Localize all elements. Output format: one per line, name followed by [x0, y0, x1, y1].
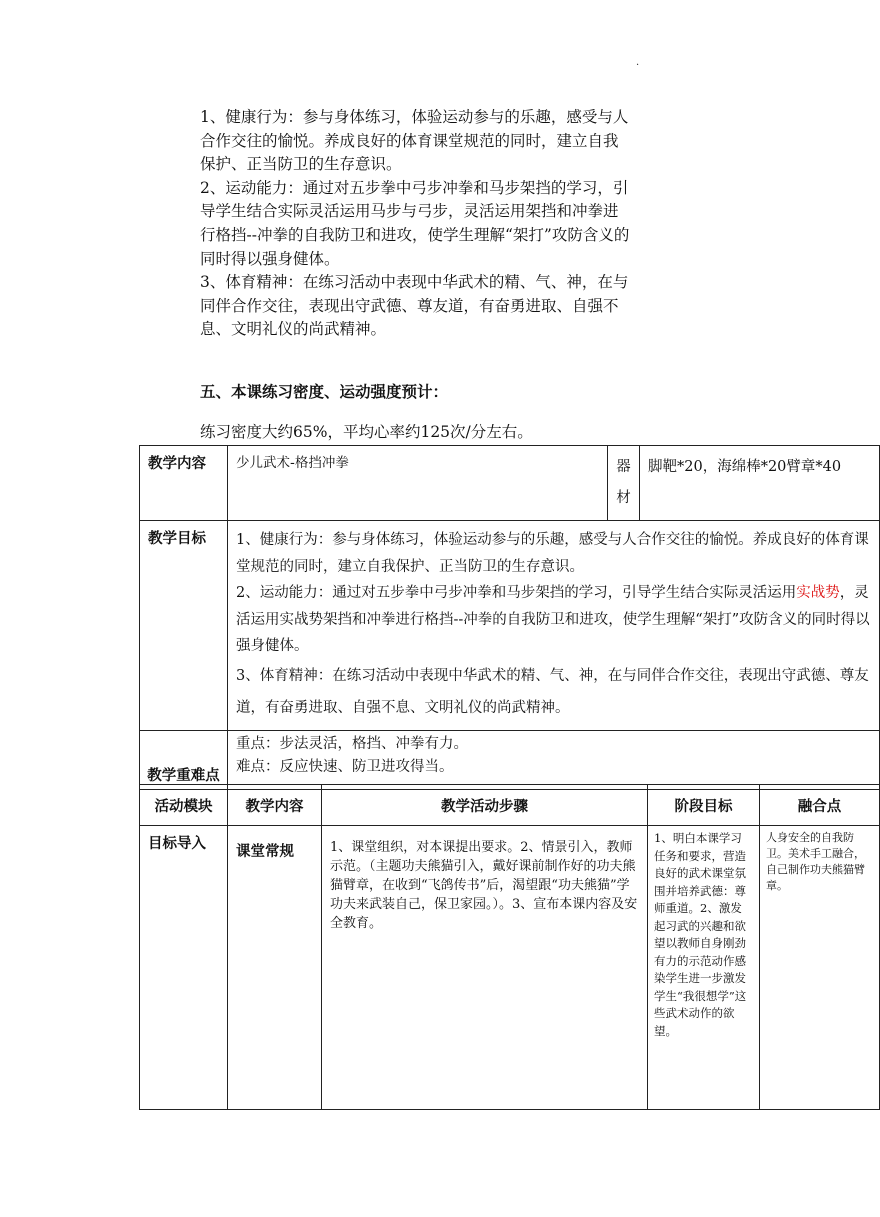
- goal-2-part-b: ，灵活运用实战势架挡和冲拳进行格挡--冲拳的自我防卫和进攻，使学生理解“架打”攻防含义的同时得以强身健体。: [236, 585, 870, 654]
- header-module: 活动模块: [140, 785, 228, 826]
- equipment-label-2: 材: [616, 490, 631, 506]
- activity-header-row: [140, 785, 880, 826]
- goals-label: 教学目标: [140, 521, 228, 731]
- goal-2-part-a: 2、运动能力：通过对五步拳中弓步冲拳和马步架挡的学习，引导学生结合实际灵活运用: [236, 585, 797, 601]
- key-points-label: 教学重难点: [140, 731, 228, 790]
- goal-2-highlight: 实战势: [796, 585, 840, 601]
- content-row: [140, 446, 880, 521]
- lesson-info-table: [139, 445, 880, 790]
- goal-1: 1、健康行为：参与身体练习，体验运动参与的乐趣，感受与人合作交往的愉悦。养成良好的体育课堂规范的同时，建立自我保护、正当防卫的生存意识。: [236, 532, 869, 575]
- intro-goal-3: 3、体育精神：在练习活动中表现中华武术的精、气、神，在与同伴合作交往，表现出守武德、尊友道，有奋勇进取、自强不息、文明礼仪的尚武精神。: [200, 273, 629, 339]
- page-mark: ·: [636, 60, 640, 71]
- row-fusion: 人身安全的自我防卫。美术手工融合，自己制作功夫熊猫臂章。: [760, 826, 880, 1110]
- row-content: 课堂常规: [228, 826, 322, 1110]
- header-fusion: 融合点: [760, 785, 880, 826]
- row-steps: 1、课堂组织，对本课提出要求。2、情景引入，教师示范。（主题功夫熊猫引入，戴好课前制作好的功夫熊猫臂章，在收到“飞鸽传书”后，渴望跟“功夫熊猫”学功夫来武装自己，保卫家园。）。3、宣布本课内容及安全教育。: [322, 826, 648, 1110]
- content-value: 少儿武术-格挡冲拳: [228, 446, 608, 521]
- header-stage-goal: 阶段目标: [648, 785, 760, 826]
- header-steps: 教学活动步骤: [322, 785, 648, 826]
- header-content: 教学内容: [228, 785, 322, 826]
- goal-3: 3、体育精神：在练习活动中表现中华武术的精、气、神，在与同伴合作交往，表现出守武德、尊友道，有奋勇进取、自强不息、文明礼仪的尚武精神。: [236, 667, 869, 716]
- intro-goals: [200, 106, 630, 342]
- row-stage-goal: 1、明白本课学习任务和要求，营造良好的武术课堂氛围并培养武德：尊师重道。2、激发起习武的兴趣和欲望以教师自身刚劲有力的示范动作感染学生进一步激发学生“我很想学”这些武术动作的欲望。: [648, 826, 760, 1110]
- intro-goal-1: 1、健康行为：参与身体练习，体验运动参与的乐趣，感受与人合作交往的愉悦。养成良好的体育课堂规范的同时，建立自我保护、正当防卫的生存意识。: [200, 108, 629, 174]
- goals-row: [140, 521, 880, 731]
- difficult-point: 难点：反应快速、防卫进攻得当。: [236, 759, 454, 775]
- section-heading: 五、本课练习密度、运动强度预计：: [200, 383, 449, 401]
- intro-goal-2: 2、运动能力：通过对五步拳中弓步冲拳和马步架挡的学习，引导学生结合实际灵活运用马步与弓步，灵活运用架挡和冲拳进行格挡--冲拳的自我防卫和进攻，使学生理解“架打”攻防含义的同时得以强身健体。: [200, 178, 630, 268]
- equipment-label: [608, 446, 640, 521]
- key-points-row: [140, 731, 880, 790]
- equipment-label-1: 器: [616, 459, 631, 475]
- activity-row: [140, 826, 880, 1110]
- row-module: 目标导入: [140, 826, 228, 1110]
- goals-value: [228, 521, 880, 731]
- content-label: 教学内容: [140, 446, 228, 521]
- key-point: 重点：步法灵活，格挡、冲拳有力。: [236, 736, 468, 752]
- goal-2: [236, 580, 871, 660]
- activity-table: [139, 784, 880, 1110]
- density-text: 练习密度大约65%，平均心率约125次/分左右。: [200, 423, 533, 441]
- key-points-value: [228, 731, 880, 790]
- equipment-value: 脚靶*20，海绵棒*20臂章*40: [640, 446, 880, 521]
